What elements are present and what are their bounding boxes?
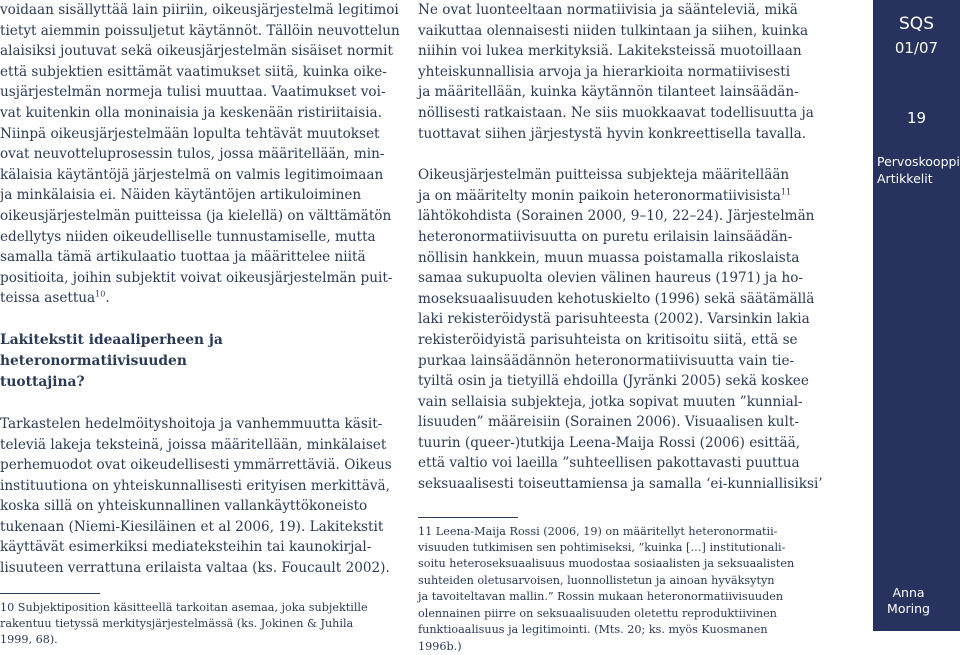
footnote-line: olennainen piirre on seksuaalisuuden oletettu reproduktiivinen [418,606,777,620]
right-paragraph-1 [418,0,858,144]
footnote-11 [418,524,858,655]
text-line: laki rekisteröidystä parisuhteesta (2002). Varsinkin lakia [418,311,810,328]
right-paragraph-2-line-2: ja on määritelty monin paikoin heteronormatiivisista$^{11}$ [418,187,792,204]
text-line: yhteiskunnallisia arvoja ja hierarkioita normatiivisesti [418,63,791,80]
section-name: Pervoskooppi [877,154,960,169]
footnote-line: 1999, 68). [0,633,58,647]
text-line: tuottavat siihen järjestystä hyvin konkreettisella tavalla. [418,125,807,142]
text-line: Ne ovat luonteeltaan normatiivisia ja säänteleviä, mikä [418,2,798,18]
footnote-ref-10[interactable]: 10 [95,289,106,299]
footnote-line: suhteiden oletusarvoisen, luonnollistetun ja ainoan hyväksytyn [418,573,775,587]
author-last-name: Moring [887,601,930,616]
text-line: purkaa lainsäädännön heteronormatiivisuutta vain tie- [418,352,795,369]
footnote-line: soitu heteroseksuaalisuus muodostaa sosiaalisten ja seksuaalisten [418,557,795,571]
footnote-line: ja tavoiteltavan mallin.” Rossin mukaan heteronormatiivisuuden [418,590,784,604]
text-line: lähtökohdista (Sorainen 2000, 9–10, 22–24). Järjestelmän [418,208,815,225]
text-line: ja minkälaisia ei. Näiden käytäntöjen artikuloiminen [0,187,362,204]
text-line: positioita, joihin subjektit voivat oikeusjärjestelmän puit- [0,269,393,286]
left-column [0,0,408,649]
footnote-ref-11[interactable]: 11 [780,187,792,197]
footnote-line: rakentuu tietyssä merkitysjärjestelmässä (ks. Jokinen & Juhila [0,617,354,631]
text-line: tuurin (queer-)tutkija Leena-Maija Rossi (2006) esittää, [418,434,801,451]
text-line: Niinpä oikeusjärjestelmään lopulta tehtävät muutokset [0,125,380,142]
text-line: vain sellaisia subjekteja, jotka sopivat muuten ”kunnial- [418,393,803,410]
right-column [418,0,858,655]
text-line: ovat neuvotteluprosessin tulos, jossa määritellään, min- [0,146,385,163]
left-paragraph-1 [0,0,408,288]
section-label [877,153,960,187]
footnote-divider [0,593,100,594]
text-line: alaisiksi joutuvat sekä oikeusjärjestelmän sisäiset normit [0,43,393,60]
footnote-line: 1996b.) [418,639,462,653]
footnote-line: 11 Leena-Maija Rossi (2006, 19) on määritellyt heteronormatii- [418,524,778,538]
author-name [865,585,952,617]
section-type: Artikkelit [877,171,933,186]
left-paragraph-1-last-line: teissa asettua$^{10}$. [0,289,110,307]
text-line: voidaan sisällyttää lain piiriin, oikeusjärjestelmä legitimoi [0,2,399,18]
text-line: heteronormatiivisuutta on puretu erilaisin lainsäädän- [418,228,793,245]
footnote-line: funktioaalisuus ja legitimointi. (Mts. 20; ks. myös Kuosmanen [418,623,768,637]
text-line: tukenaan (Niemi-Kiesiläinen et al 2006, 19). Lakitekstit [0,518,384,535]
text-line: tyiltä osin ja tietyillä ehdoilla (Jyränki 2005) sekä koskee [418,373,809,390]
issue-number: 01/07 [894,39,939,57]
text-line: että valtio voi laeilla ”suhteellisen pakottavasti puuttua [418,455,800,472]
footnote-line: visuuden tutkimisen sen pohtimiseksi, ”kuinka […] institutionali- [418,541,786,555]
text-line: televiä lakeja teksteinä, joissa määritellään, minkälaiset [0,436,387,453]
text-line: niihin voi lukea merkityksiä. Lakiteksteissä muotoillaan [418,43,802,60]
journal-sidebar [873,0,960,631]
author-first-name: Anna [892,585,925,600]
section-heading [0,330,408,393]
text-line: tietyt aiemmin poissuljetut käytännöt. Tällöin neuvottelun [0,22,400,39]
text-line: koska sillä on yhteiskunnallinen vallankäyttökoneisto [0,498,368,515]
heading-line: Lakitekstit ideaaliperheen ja heteronormatiivisuuden [0,331,223,369]
text-line: samaa sukupuolta olevien välinen haureus (1971) ja ho- [418,270,804,287]
text-line: Tarkastelen hedelmöityshoitoja ja vanhemmuutta käsit- [0,415,383,432]
text-line: moseksuaalisuuden kehotuskielto (1996) sekä säätämällä [418,290,815,307]
text-line: samalla tämä artikulaatio tuottaa ja määrittelee niitä [0,249,366,266]
text-line: perhemuodot ovat oikeudellisesti ymmärrettäviä. Oikeus [0,457,392,474]
journal-name: SQS [899,14,934,34]
text-line: vaikuttaa olennaisesti niiden tulkintaan ja siihen, kuinka [418,22,809,39]
text-line: nöllisin hankkein, muun muassa poistamalla rikoslaista [418,249,800,266]
text-line: lisuuden” määreisiin (Sorainen 2006). Visuaalisen kult- [418,414,799,431]
left-paragraph-2 [0,414,408,579]
footnote-line: 10 Subjektiposition käsitteellä tarkoitan asemaa, joka subjektille [0,600,368,614]
text-line: ja määritellään, kuinka käytännön tilanteet lainsäädän- [418,84,799,101]
text-line: että subjektien esittämät vaatimukset siitä, kuinka oike- [0,63,387,80]
text-line: kälaisia käytäntöjä järjestelmä on valmis legitimoimaan [0,166,384,183]
text-line: oikeusjärjestelmän puitteissa (ja kielellä) on välttämätön [0,207,392,224]
text-line: instituutiona on yhteiskunnallisesti erityisen merkittävä, [0,477,390,494]
footnote-10 [0,600,408,649]
text-line: rekisteröidyistä parisuhteista on kritisoitu siitä, että se [418,331,798,348]
text-line: seksuaalisesti toiseuttamiensa ja samalla ‘ei-kunniallisiksi’ [418,476,823,493]
text-line: vat kuitenkin olla moninaisia ja keskenään ristiriitaisia. [0,104,382,121]
heading-line: tuottajina? [0,373,85,390]
text-line: nöllisesti ratkaistaan. Ne siis muokkaavat todellisuutta ja [418,104,814,121]
text-line: käyttävät esimerkiksi mediateksteihin tai kaunokirjal- [0,539,372,556]
text-line: edellytys niiden oikeudelliselle tunnustamiselle, mutta [0,228,376,245]
right-paragraph-2 [418,206,858,494]
text-line: lisuuteen verrattuna erilaista valtaa (ks. Foucault 2002). [0,560,390,577]
page-number: 19 [906,109,927,127]
right-paragraph-2-line-1: Oikeusjärjestelmän puitteissa subjekteja määritellään [418,167,790,184]
text-line: usjärjestelmän normeja tulisi muuttaa. Vaatimukset voi- [0,84,386,101]
footnote-divider [418,517,518,518]
